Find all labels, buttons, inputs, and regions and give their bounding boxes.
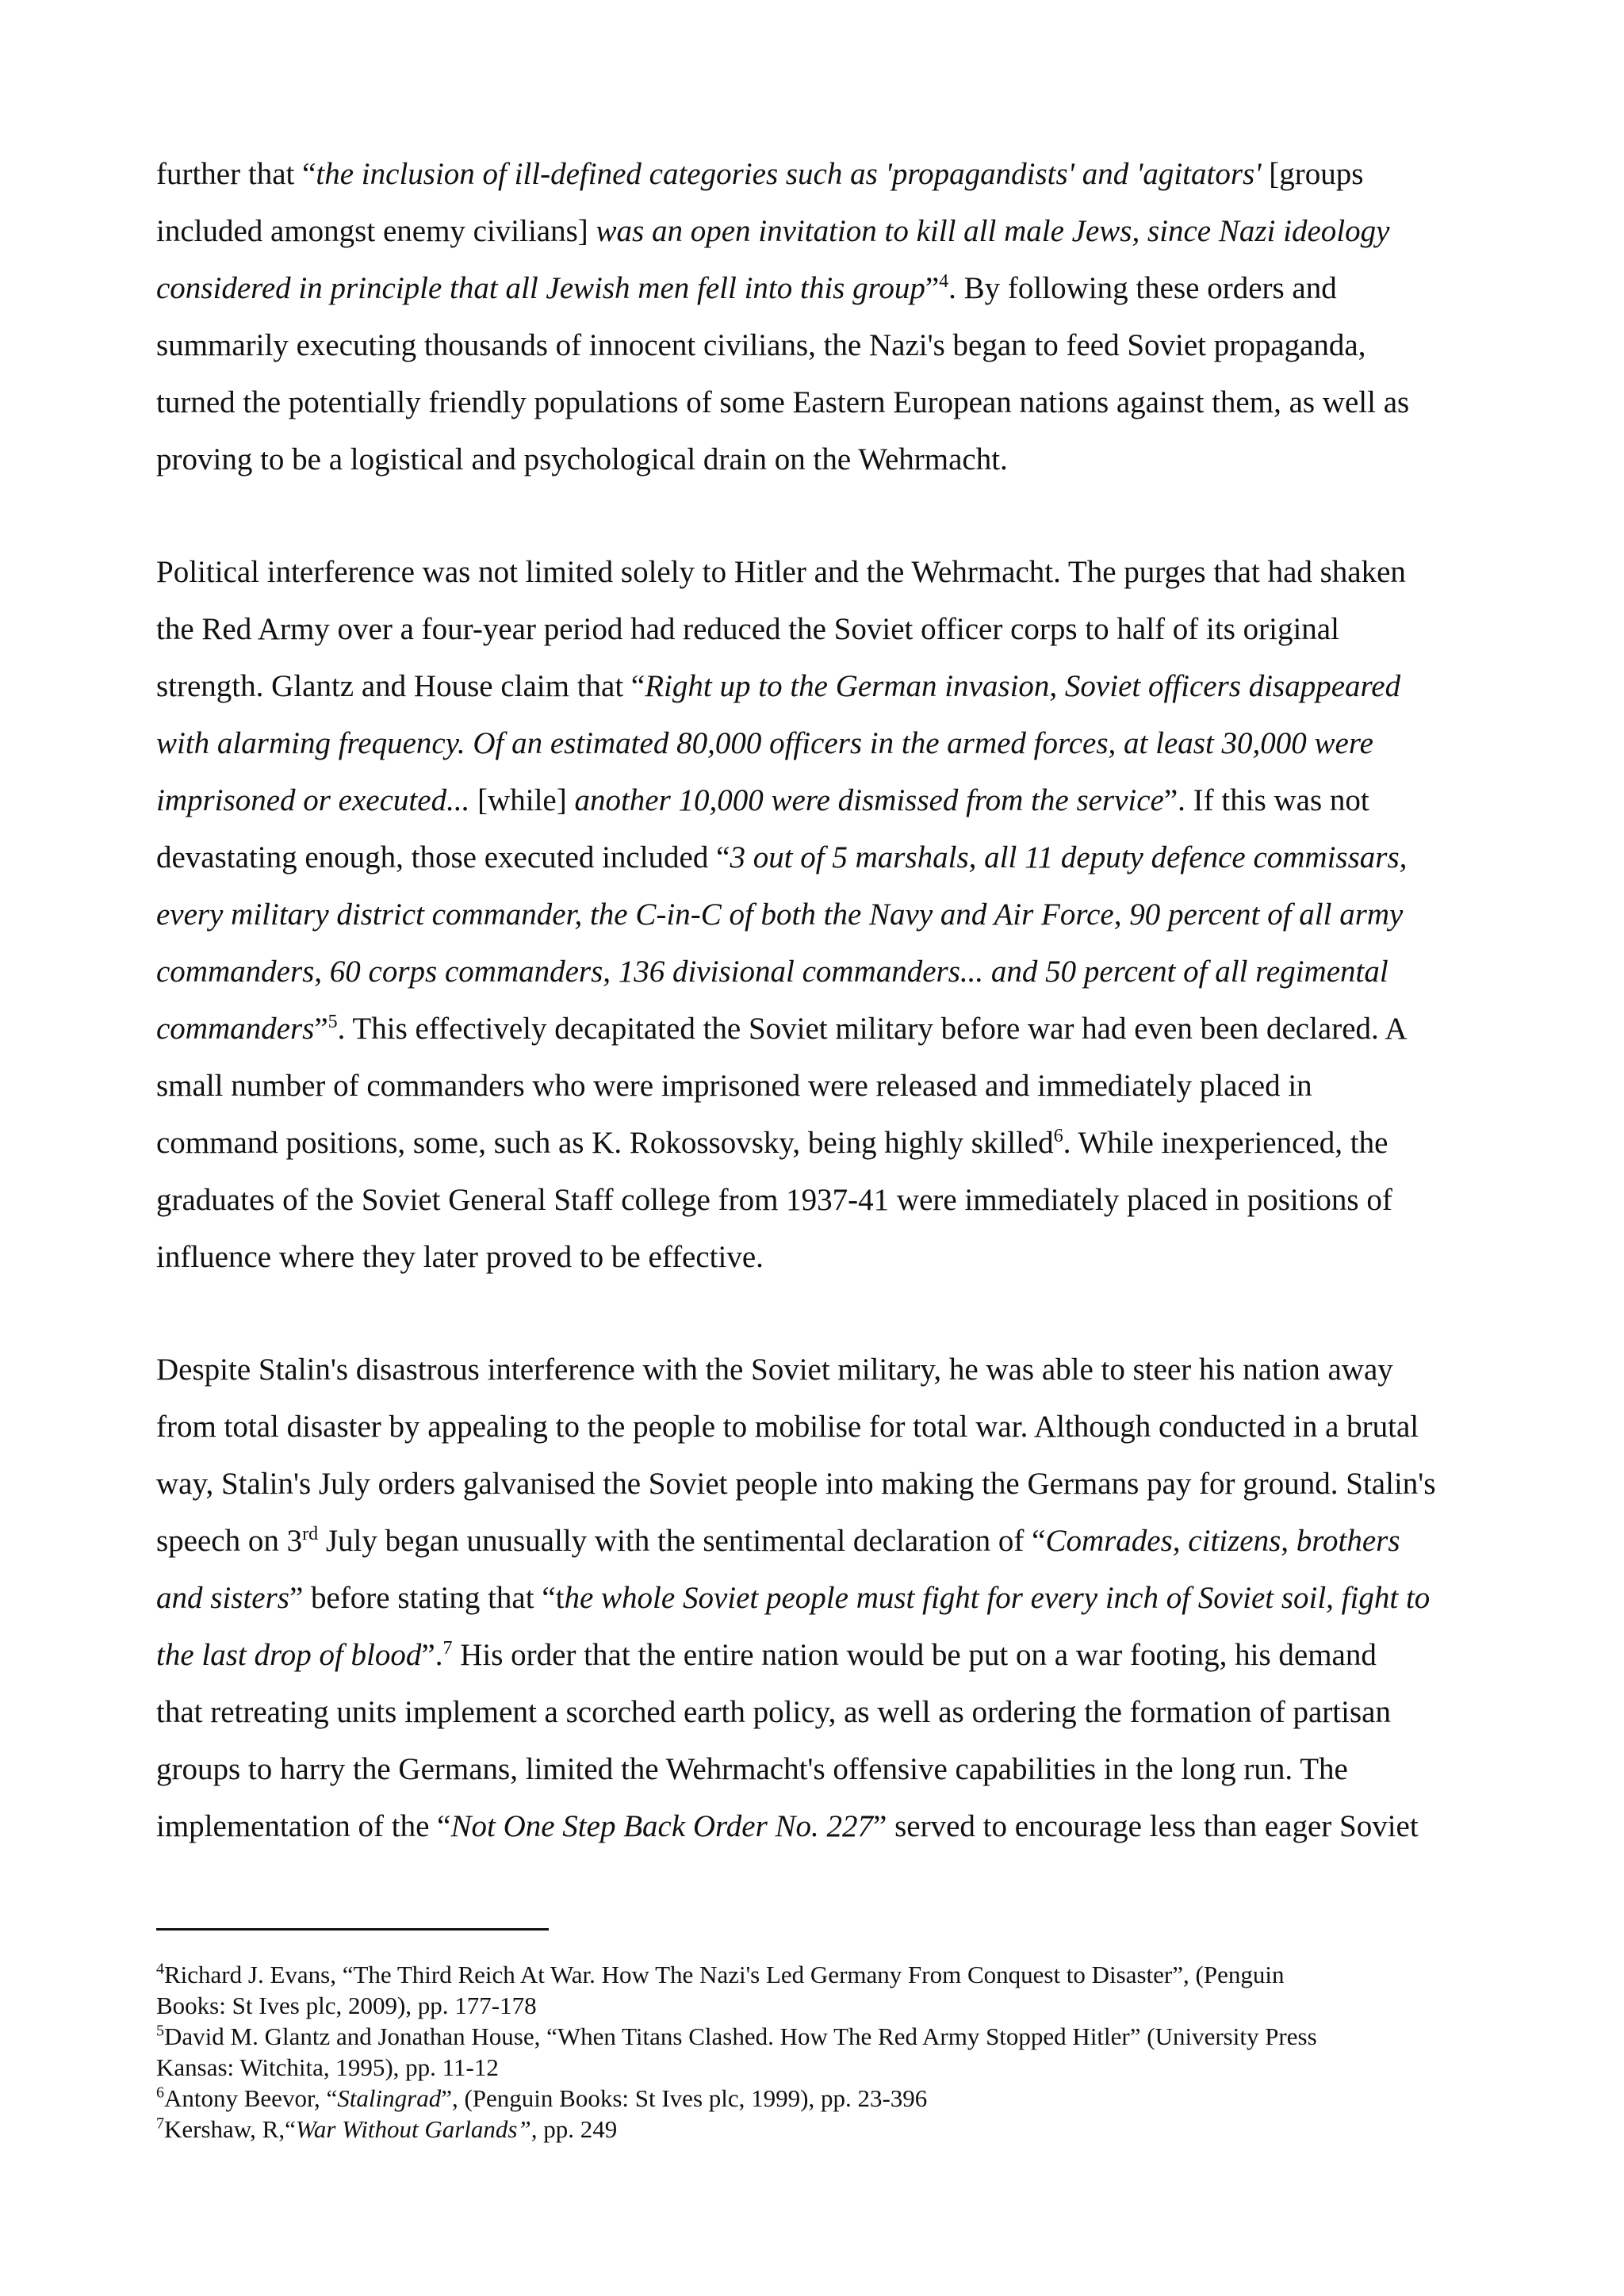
text-run: [groups [1261,157,1364,191]
text-line [156,715,1488,772]
italic-text: imprisoned or executed... [156,783,470,817]
footnote-marker: 6 [1053,1126,1063,1146]
text-line [156,943,1488,1001]
italic-text: with alarming frequency. Of an estimated 80,000 officers in the armed forces, at least 30,000 were [156,726,1373,760]
text-line [156,431,1488,488]
text-line [156,1172,1488,1229]
text-run: July began unusually with the sentimental declaration of “ [318,1524,1046,1558]
text-run: included amongst enemy civilians] [156,214,596,248]
text-run: ” before stating that “t [289,1581,565,1615]
footnote-line [156,2114,1488,2145]
text-line [156,317,1488,374]
italic-text: was an open invitation to kill all male Jews, since Nazi ideology [596,214,1390,248]
footnote-marker: 5 [327,1012,338,1032]
text-line [156,1001,1488,1058]
footnote-marker: 6 [156,2084,164,2102]
text-run: ” [314,1012,328,1046]
footnote-marker: 7 [442,1638,453,1659]
italic-text: every military district commander, the C-in-C of both the Navy and Air Force, 90 percent of all army [156,897,1404,932]
text-line [156,1798,1488,1855]
text-run: devastating enough, those executed included “ [156,840,730,874]
italic-text: Stalingrad [337,2084,442,2112]
text-line [156,146,1488,203]
text-run: influence where they later proved to be effective. [156,1240,764,1274]
text-run: Richard J. Evans, “The Third Reich At War. How The Nazi's Led Germany From Conquest to Disaster”, (Penguin [164,1961,1285,1988]
text-run: ” served to encourage less than eager Soviet [873,1809,1419,1843]
text-run: Kansas: Witchita, 1995), pp. 11-12 [156,2053,499,2081]
footnotes [156,1959,1488,2145]
text-run: summarily executing thousands of innocent civilians, the Nazi's began to feed Soviet propaganda, [156,328,1366,362]
text-run: . By following these orders and [948,271,1337,305]
text-line [156,601,1488,658]
text-run: graduates of the Soviet General Staff college from 1937-41 were immediately placed in positions of [156,1183,1392,1217]
text-line [156,1115,1488,1172]
text-run: David M. Glantz and Jonathan House, “When Titans Clashed. How The Red Army Stopped Hitler” (University Press [164,2022,1317,2050]
text-run: ” [925,271,940,305]
text-line [156,203,1488,260]
text-run: that retreating units implement a scorched earth policy, as well as ordering the formation of partisan [156,1695,1391,1729]
italic-text: the inclusion of ill-defined categories such as 'propagandists' and 'agitators' [316,157,1262,191]
italic-text: Not One Step Back Order No. 227 [450,1809,874,1843]
footnote-marker: 5 [156,2022,164,2040]
text-line [156,1627,1488,1684]
italic-text: another 10,000 were dismissed from the service [574,783,1164,817]
text-line [156,374,1488,431]
text-line [156,772,1488,829]
footnote-marker: rd [302,1524,319,1544]
text-run: [while] [469,783,575,817]
footnote-marker: 7 [156,2114,164,2133]
text-run: . This effectively decapitated the Soviet military before war had even been declared. A [337,1012,1408,1046]
text-run: further that “ [156,157,316,191]
text-run: proving to be a logistical and psychological drain on the Wehrmacht. [156,442,1008,476]
text-run: speech on 3 [156,1524,303,1558]
body-text [156,146,1488,1855]
text-line [156,544,1488,601]
text-run: ”. If this was not [1163,783,1369,817]
italic-text: he whole Soviet people must fight for every inch of Soviet soil, fight to [564,1581,1431,1615]
text-run: turned the potentially friendly populations of some Eastern European nations against them, as well as [156,385,1410,419]
text-line [156,886,1488,943]
italic-text: the last drop of blood [156,1638,422,1672]
footnote-line [156,2083,1488,2114]
text-run: from total disaster by appealing to the people to mobilise for total war. Although conducted in a brutal [156,1410,1419,1444]
text-run: implementation of the “ [156,1809,451,1843]
text-line [156,1741,1488,1798]
italic-text: Comrades, citizens, brothers [1045,1524,1400,1558]
italic-text: commanders [156,1012,315,1046]
paragraph [156,544,1488,1286]
text-line [156,1229,1488,1286]
text-line [156,1399,1488,1456]
text-line [156,1058,1488,1115]
footnote-separator [156,1928,549,1931]
footnote-line [156,1990,1488,2021]
footnote-line [156,2052,1488,2083]
italic-text: considered in principle that all Jewish men fell into this group [156,271,925,305]
text-line [156,1684,1488,1741]
footnote-line [156,2021,1488,2052]
paragraph [156,146,1488,488]
italic-text: and sisters [156,1581,289,1615]
text-run: command positions, some, such as K. Rokossovsky, being highly skilled [156,1126,1054,1160]
italic-text: Right up to the German invasion, Soviet officers disappeared [645,669,1401,703]
text-run: ”. [421,1638,443,1672]
text-run: the Red Army over a four-year period had reduced the Soviet officer corps to half of its original [156,612,1339,646]
text-run: Political interference was not limited solely to Hitler and the Wehrmacht. The purges that had shaken [156,555,1406,589]
text-run: Antony Beevor, “ [164,2084,338,2112]
footnote-marker: 4 [156,1960,164,1978]
text-line [156,1341,1488,1399]
text-line [156,1570,1488,1627]
footnote-line [156,1959,1488,1990]
text-line [156,829,1488,886]
italic-text: commanders, 60 corps commanders, 136 divisional commanders... and 50 percent of all regimental [156,955,1388,989]
italic-text: 3 out of 5 marshals, all 11 deputy defence commissars, [730,840,1408,874]
text-line [156,1456,1488,1513]
text-run: ”, (Penguin Books: St Ives plc, 1999), pp. 23-396 [441,2084,928,2112]
footnote-marker: 4 [939,271,949,292]
text-run: Despite Stalin's disastrous interference with the Soviet military, he was able to steer his nation away [156,1353,1393,1387]
italic-text: War Without Garlands”, [295,2115,538,2143]
text-run: His order that the entire nation would be put on a war footing, his demand [452,1638,1377,1672]
text-line [156,658,1488,715]
text-run: way, Stalin's July orders galvanised the Soviet people into making the Germans pay for ground. Stalin's [156,1467,1436,1501]
text-run: small number of commanders who were imprisoned were released and immediately placed in [156,1069,1312,1103]
text-line [156,260,1488,317]
text-run: groups to harry the Germans, limited the Wehrmacht's offensive capabilities in the long run. The [156,1752,1348,1786]
text-run: Kershaw, R,“ [164,2115,296,2143]
text-line [156,1513,1488,1570]
text-run: pp. 249 [537,2115,618,2143]
text-run: . While inexperienced, the [1063,1126,1388,1160]
paragraph [156,1341,1488,1855]
text-run: Books: St Ives plc, 2009), pp. 177-178 [156,1992,537,2019]
text-run: strength. Glantz and House claim that “ [156,669,645,703]
